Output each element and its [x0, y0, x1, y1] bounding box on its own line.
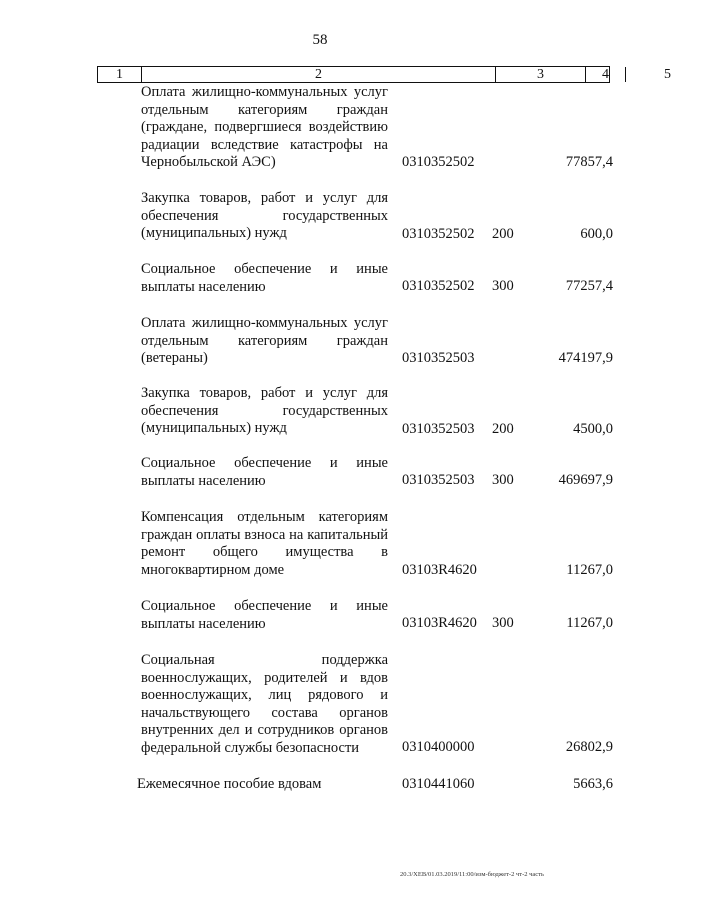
table-header: [97, 66, 671, 83]
row-amount: 469697,9: [558, 472, 613, 488]
row-vr: 300: [492, 278, 514, 294]
row-name: Социальная поддержка военнослужащих, родителей и вдов военнослужащих, лиц рядового и начальствующего состава органов внутренних дел и сотрудников органов федеральной службы безопасности: [141, 652, 388, 756]
row-vr: 200: [492, 226, 514, 242]
row-name: Социальное обеспечение и иные выплаты населению: [141, 261, 388, 295]
column-header-4: 4: [586, 67, 626, 82]
row-vr: 300: [492, 472, 514, 488]
row-amount: 600,0: [580, 226, 613, 242]
row-code: 0310352502: [402, 226, 475, 242]
row-name: Оплата жилищно-коммунальных услуг отдельным категориям граждан (граждане, подвергшиеся воздействию радиации вследствие катастрофы на Чернобыльской АЭС): [141, 84, 388, 170]
row-code: 0310352502: [402, 154, 475, 170]
row-amount: 26802,9: [565, 739, 613, 755]
page-number: 58: [312, 32, 328, 48]
row-amount: 77857,4: [565, 154, 613, 170]
row-amount: 11267,0: [566, 615, 613, 631]
row-name: Компенсация отдельным категориям граждан оплаты взноса на капитальный ремонт общего имущества в многоквартирном доме: [141, 509, 388, 578]
row-name: Ежемесячное пособие вдовам: [137, 776, 322, 792]
row-amount: 474197,9: [558, 350, 613, 366]
column-header-3: 3: [496, 67, 586, 82]
row-code: 03103R4620: [402, 562, 477, 578]
row-code: 0310352503: [402, 472, 475, 488]
row-code: 0310352503: [402, 421, 475, 437]
footer-note: 20.3/ХЕВ/01.03.2019/11:00/изм-бюджет-2 чт-2 часть: [400, 871, 544, 878]
row-code: 0310400000: [402, 739, 475, 755]
row-amount: 4500,0: [573, 421, 613, 437]
row-code: 0310352503: [402, 350, 475, 366]
column-header-5: 5: [664, 67, 671, 82]
row-code: 0310441060: [402, 776, 475, 792]
row-vr: 300: [492, 615, 514, 631]
row-amount: 77257,4: [565, 278, 613, 294]
row-amount: 5663,6: [573, 776, 613, 792]
column-header-1: 1: [98, 67, 142, 82]
row-code: 0310352502: [402, 278, 475, 294]
row-vr: 200: [492, 421, 514, 437]
row-name: Закупка товаров, работ и услуг для обеспечения государственных (муниципальных) нужд: [141, 190, 388, 241]
row-name: Социальное обеспечение и иные выплаты населению: [141, 455, 388, 489]
row-amount: 11267,0: [566, 562, 613, 578]
row-name: Закупка товаров, работ и услуг для обеспечения государственных (муниципальных) нужд: [141, 385, 388, 436]
column-header-2: 2: [142, 67, 496, 82]
row-code: 03103R4620: [402, 615, 477, 631]
row-name: Оплата жилищно-коммунальных услуг отдельным категориям граждан (ветераны): [141, 315, 388, 366]
row-name: Социальное обеспечение и иные выплаты населению: [141, 598, 388, 632]
